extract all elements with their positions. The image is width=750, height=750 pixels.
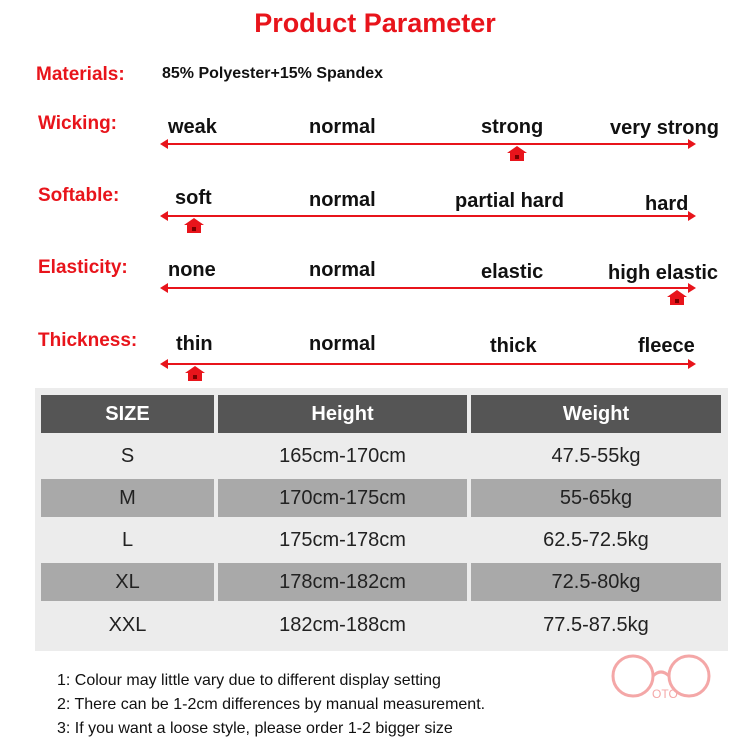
table-cell-weight: 77.5-87.5kg [471,605,721,645]
table-cell-weight: 72.5-80kg [471,563,721,601]
wicking-scale-line [162,143,694,145]
thickness-option-thin: thin [176,333,213,355]
elasticity-option-normal: normal [309,259,376,281]
thickness-marker-icon [185,366,205,381]
watermark-logo [606,652,716,702]
table-cell-height: 170cm-175cm [218,479,467,517]
elasticity-option-elastic: elastic [481,261,544,283]
table-cell-height: 165cm-170cm [218,437,467,475]
softable-scale-line [162,215,694,217]
wicking-marker-icon [507,146,527,161]
table-cell-height: 182cm-188cm [218,605,467,645]
note-2: 2: There can be 1-2cm differences by manual measurement. [57,696,486,713]
wicking-option-very-strong: very strong [610,117,719,139]
watermark-text: OTO [652,687,678,701]
softable-marker-icon [184,218,204,233]
wicking-option-weak: weak [168,116,217,138]
elasticity-scale-line [162,287,694,289]
thickness-option-fleece: fleece [638,335,695,357]
note-1: 1: Colour may little vary due to different display setting [57,672,441,689]
table-cell-size: M [41,479,214,517]
table-cell-weight: 47.5-55kg [471,437,721,475]
wicking-label: Wicking: [38,113,117,134]
softable-option-soft: soft [175,187,212,209]
table-cell-size: L [41,521,214,559]
elasticity-option-high-elastic: high elastic [608,262,719,284]
softable-option-hard: hard [645,193,689,215]
thickness-option-thick: thick [490,335,537,357]
wicking-option-strong: strong [481,116,544,138]
table-cell-height: 175cm-178cm [218,521,467,559]
thickness-scale-line [162,363,694,365]
table-header-weight: Weight [471,395,721,433]
table-cell-weight: 55-65kg [471,479,721,517]
materials-label: Materials: [36,64,125,85]
table-header-height: Height [218,395,467,433]
softable-option-normal: normal [309,189,376,211]
thickness-label: Thickness: [38,330,138,351]
note-3: 3: If you want a loose style, please order 1-2 bigger size [57,720,453,737]
size-table [35,388,728,651]
page-title: Product Parameter [254,8,496,38]
materials-value: 85% Polyester+15% Spandex [162,65,384,82]
elasticity-label: Elasticity: [38,257,128,278]
elasticity-option-none: none [168,259,216,281]
wicking-option-normal: normal [309,116,376,138]
elasticity-marker-icon [667,290,687,305]
table-cell-size: XXL [41,605,214,645]
table-header-size: SIZE [41,395,214,433]
table-cell-size: XL [41,563,214,601]
table-cell-height: 178cm-182cm [218,563,467,601]
softable-label: Softable: [38,185,120,206]
thickness-option-normal: normal [309,333,376,355]
table-cell-size: S [41,437,214,475]
table-cell-weight: 62.5-72.5kg [471,521,721,559]
softable-option-partial-hard: partial hard [455,190,564,212]
